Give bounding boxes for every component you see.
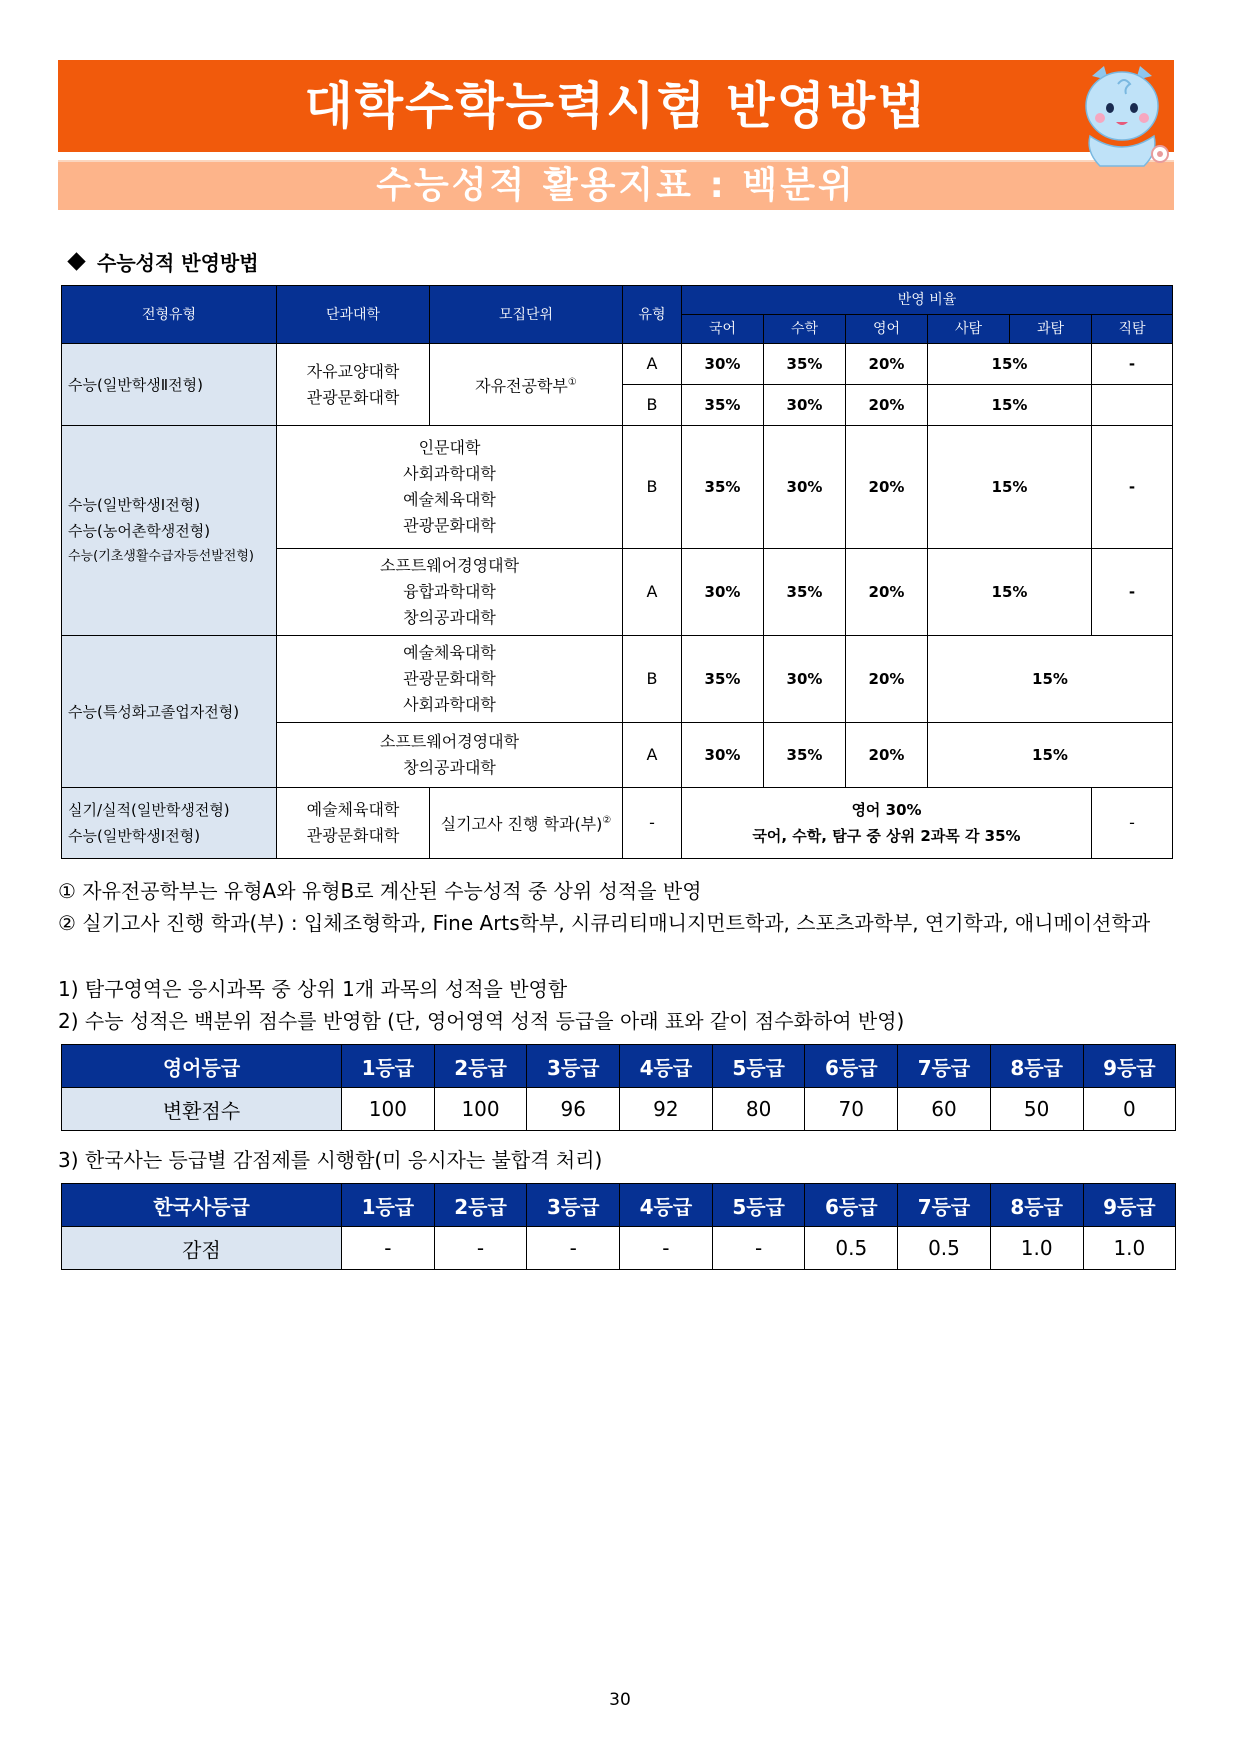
- vocational-cell: -: [1092, 788, 1173, 859]
- vocational-cell: [1092, 385, 1173, 426]
- inquiry-cell: 15%: [928, 426, 1092, 549]
- form-cell: A: [623, 344, 682, 385]
- header-math: 수학: [764, 315, 846, 344]
- college-cell: 자유교양대학 관광문화대학: [277, 344, 430, 426]
- score-cell: 100: [342, 1088, 435, 1131]
- math-cell: 35%: [764, 549, 846, 636]
- score-cell: 96: [527, 1088, 620, 1131]
- grade-cell: 4등급: [620, 1184, 713, 1227]
- english-row-label: 변환점수: [62, 1088, 342, 1131]
- inquiry-cell: 15%: [928, 344, 1092, 385]
- grade-cell: 9등급: [1083, 1184, 1176, 1227]
- grade-cell: 8등급: [990, 1045, 1083, 1088]
- korean-cell: 30%: [682, 723, 764, 788]
- header-form: 유형: [623, 286, 682, 344]
- form-cell: B: [623, 426, 682, 549]
- deduction-cell: -: [712, 1227, 805, 1270]
- header-korean: 국어: [682, 315, 764, 344]
- header-college: 단과대학: [277, 286, 430, 344]
- inquiry-cell: 15%: [928, 549, 1092, 636]
- english-cell: 20%: [846, 549, 928, 636]
- form-cell: A: [623, 723, 682, 788]
- grade-cell: 5등급: [712, 1045, 805, 1088]
- score-cell: 70: [805, 1088, 898, 1131]
- note-1: 1) 탐구영역은 응시과목 중 상위 1개 과목의 성적을 반영함: [58, 977, 568, 1001]
- deduction-cell: 0.5: [805, 1227, 898, 1270]
- grade-cell: 6등급: [805, 1184, 898, 1227]
- english-cell: 20%: [846, 636, 928, 723]
- history-header-label: 한국사등급: [62, 1184, 342, 1227]
- header-unit: 모집단위: [430, 286, 623, 344]
- inquiry-cell: 15%: [928, 385, 1092, 426]
- grade-cell: 6등급: [805, 1045, 898, 1088]
- section-heading: 수능성적 반영방법: [70, 247, 259, 276]
- deduction-cell: -: [434, 1227, 527, 1270]
- korean-cell: 35%: [682, 385, 764, 426]
- inquiry-cell: 15%: [928, 723, 1173, 788]
- score-cell: 60: [898, 1088, 991, 1131]
- english-cell: 20%: [846, 426, 928, 549]
- grade-cell: 7등급: [898, 1184, 991, 1227]
- type-cell: 수능(일반학생Ⅱ전형): [62, 344, 277, 426]
- unit-cell: 자유전공학부①: [430, 344, 623, 426]
- form-cell: B: [623, 636, 682, 723]
- title-banner: [58, 60, 1174, 152]
- header-ratio: 반영 비율: [682, 286, 1173, 315]
- english-header-label: 영어등급: [62, 1045, 342, 1088]
- grade-cell: 2등급: [434, 1184, 527, 1227]
- type-cell: 수능(특성화고졸업자전형): [62, 636, 277, 788]
- note-3: 3) 한국사는 등급별 감점제를 시행함(미 응시자는 불합격 처리): [58, 1148, 603, 1172]
- deduction-cell: 1.0: [990, 1227, 1083, 1270]
- diamond-bullet-icon: [67, 252, 85, 270]
- english-cell: 20%: [846, 385, 928, 426]
- form-cell: A: [623, 549, 682, 636]
- reflection-ratio-table: [61, 285, 1173, 859]
- korean-cell: 30%: [682, 549, 764, 636]
- grade-cell: 7등급: [898, 1045, 991, 1088]
- header-type: 전형유형: [62, 286, 277, 344]
- subtitle-banner: [58, 160, 1174, 210]
- college-cell: 예술체육대학 관광문화대학: [277, 788, 430, 859]
- type-cell: 실기/실적(일반학생전형) 수능(일반학생Ⅰ전형): [62, 788, 277, 859]
- english-cell: 20%: [846, 723, 928, 788]
- deduction-cell: 1.0: [1083, 1227, 1176, 1270]
- footnote-2: ② 실기고사 진행 학과(부) : 입체조형학과, Fine Arts학부, 시큐리티매니지먼트학과, 스포츠과학부, 연기학과, 애니메이션학과: [58, 911, 1151, 935]
- unit-cell: 실기고사 진행 학과(부)②: [430, 788, 623, 859]
- vocational-cell: -: [1092, 344, 1173, 385]
- ratio-cell: 영어 30% 국어, 수학, 탐구 중 상위 2과목 각 35%: [682, 788, 1092, 859]
- college-cell: 예술체육대학 관광문화대학 사회과학대학: [277, 636, 623, 723]
- score-cell: 92: [620, 1088, 713, 1131]
- footnote-1: ① 자유전공학부는 유형A와 유형B로 계산된 수능성적 중 상위 성적을 반영: [58, 879, 702, 903]
- note-2: 2) 수능 성적은 백분위 점수를 반영함 (단, 영어영역 성적 등급을 아래 표와 같이 점수화하여 반영): [58, 1009, 905, 1033]
- vocational-cell: -: [1092, 549, 1173, 636]
- math-cell: 30%: [764, 385, 846, 426]
- score-cell: 50: [990, 1088, 1083, 1131]
- header-english: 영어: [846, 315, 928, 344]
- history-grade-table: [61, 1183, 1176, 1270]
- dragon-mascot-icon: [1062, 58, 1182, 178]
- english-grade-table: [61, 1044, 1176, 1131]
- deduction-cell: -: [342, 1227, 435, 1270]
- header-vocational: 직탐: [1092, 315, 1173, 344]
- korean-cell: 30%: [682, 344, 764, 385]
- history-row-label: 감점: [62, 1227, 342, 1270]
- deduction-cell: 0.5: [898, 1227, 991, 1270]
- form-cell: B: [623, 385, 682, 426]
- score-cell: 80: [712, 1088, 805, 1131]
- header-science: 과탐: [1010, 315, 1092, 344]
- college-cell: 소프트웨어경영대학 창의공과대학: [277, 723, 623, 788]
- math-cell: 30%: [764, 636, 846, 723]
- korean-cell: 35%: [682, 636, 764, 723]
- form-cell: -: [623, 788, 682, 859]
- grade-cell: 1등급: [342, 1045, 435, 1088]
- grade-cell: 9등급: [1083, 1045, 1176, 1088]
- grade-cell: 2등급: [434, 1045, 527, 1088]
- header-social: 사탐: [928, 315, 1010, 344]
- math-cell: 30%: [764, 426, 846, 549]
- type-cell: 수능(일반학생Ⅰ전형) 수능(농어촌학생전형) 수능(기초생활수급자등선발전형): [62, 426, 277, 636]
- grade-cell: 1등급: [342, 1184, 435, 1227]
- page-subtitle: 수능성적 활용지표 : 백분위: [376, 165, 856, 206]
- math-cell: 35%: [764, 344, 846, 385]
- grade-cell: 3등급: [527, 1184, 620, 1227]
- math-cell: 35%: [764, 723, 846, 788]
- score-cell: 0: [1083, 1088, 1176, 1131]
- page-title: 대학수학능력시험 반영방법: [304, 77, 928, 135]
- page-number: 30: [609, 1690, 631, 1710]
- grade-cell: 5등급: [712, 1184, 805, 1227]
- college-cell: 인문대학 사회과학대학 예술체육대학 관광문화대학: [277, 426, 623, 549]
- english-cell: 20%: [846, 344, 928, 385]
- grade-cell: 4등급: [620, 1045, 713, 1088]
- score-cell: 100: [434, 1088, 527, 1131]
- grade-cell: 3등급: [527, 1045, 620, 1088]
- inquiry-cell: 15%: [928, 636, 1173, 723]
- grade-cell: 8등급: [990, 1184, 1083, 1227]
- korean-cell: 35%: [682, 426, 764, 549]
- college-cell: 소프트웨어경영대학 융합과학대학 창의공과대학: [277, 549, 623, 636]
- vocational-cell: -: [1092, 426, 1173, 549]
- deduction-cell: -: [527, 1227, 620, 1270]
- deduction-cell: -: [620, 1227, 713, 1270]
